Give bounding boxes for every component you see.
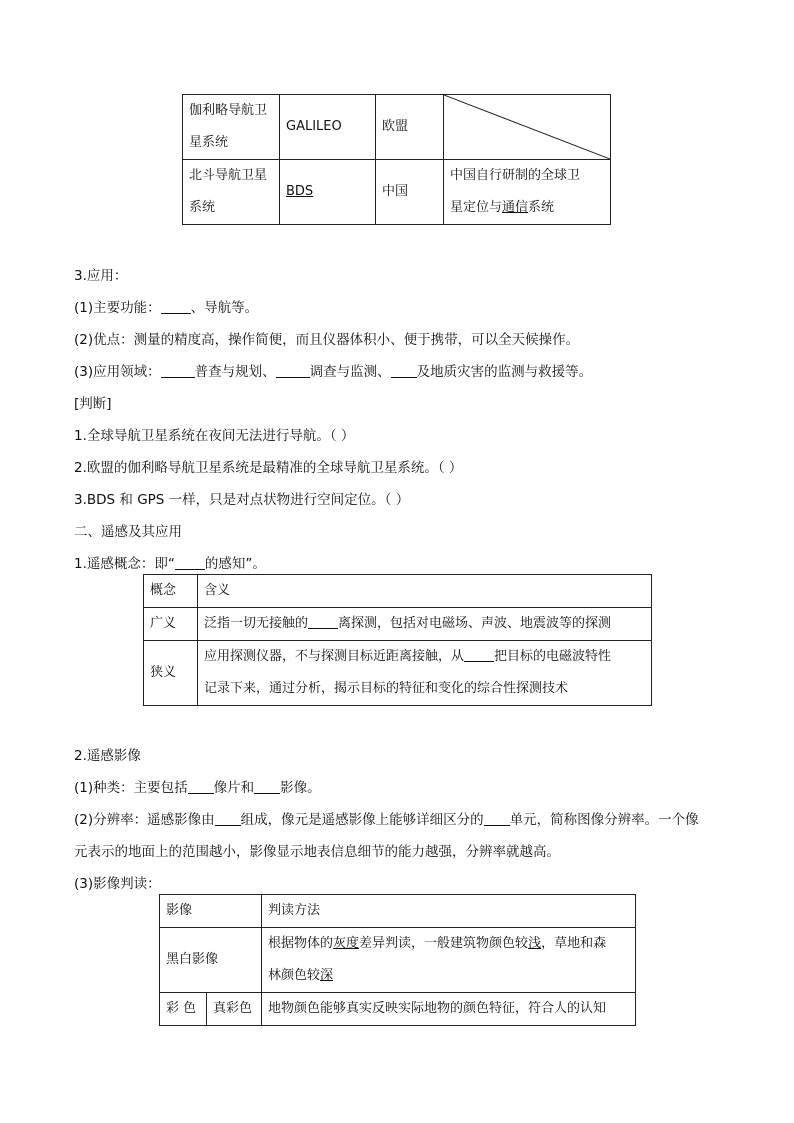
blank [161, 365, 195, 378]
image-interpretation-table [159, 894, 636, 1026]
row-text: 应用探测仪器，不与探测目标近距离接触，从 把目标的电磁波特性 记录下来，通过分析，揭示目标的特征和变化的综合性探测技术 [198, 641, 652, 706]
row-sublabel: 真彩色 [207, 993, 262, 1026]
column-header: 判读方法 [262, 895, 636, 928]
concept-table [143, 574, 652, 706]
judge-question-2: 2.欧盟的伽利略导航卫星系统是最精准的全球导航卫星系统。（ ） [74, 460, 463, 476]
empty-diagonal-cell [444, 95, 611, 160]
section-title: 3.应用： [74, 268, 128, 284]
image-judge-title: (3)影像判读： [74, 876, 161, 892]
blank [254, 781, 280, 794]
table-row [183, 95, 611, 160]
image-type-line: (1)种类：主要包括 像片和 影像。 [74, 780, 321, 796]
table-row [144, 641, 652, 706]
blank [464, 649, 494, 662]
system-country: 中国 [376, 160, 444, 225]
table-header-row [144, 575, 652, 608]
table-row [160, 993, 636, 1026]
blank [391, 365, 417, 378]
row-text: 地物颜色能够真实反映实际地物的颜色特征，符合人的认知 [262, 993, 636, 1026]
judge-question-3: 3.BDS 和 GPS 一样，只是对点状物进行空间定位。（ ） [74, 492, 410, 508]
row-label: 广义 [144, 608, 198, 641]
resolution-line: (2)分辨率：遥感影像由 组成，像元是遥感影像上能够详细区分的 单元，简称图像分辨率。一个像 [74, 812, 699, 828]
blank [308, 616, 338, 629]
system-country: 欧盟 [376, 95, 444, 160]
advantage-line: (2)优点：测量的精度高，操作简便，而且仪器体积小、便于携带，可以全天候操作。 [74, 332, 580, 348]
section-heading: 二、遥感及其应用 [74, 524, 182, 540]
blank [276, 365, 310, 378]
system-name: 伽利略导航卫 星系统 [183, 95, 280, 160]
resolution-line-2: 元表示的地面上的范围越小，影像显示地表信息细节的能力越强，分辨率就越高。 [74, 844, 560, 860]
system-abbr: GALILEO [280, 95, 376, 160]
row-label: 狭义 [144, 641, 198, 706]
table-row [160, 928, 636, 993]
blank [215, 813, 241, 826]
nav-system-table [182, 94, 611, 225]
column-header: 影像 [160, 895, 262, 928]
row-text: 泛指一切无接触的 离探测，包括对电磁场、声波、地震波等的探测 [198, 608, 652, 641]
application-line: (3)应用领域： 普查与规划、 调查与监测、 及地质灾害的监测与救援等。 [74, 364, 593, 380]
main-function-line: (1)主要功能： 、导航等。 [74, 300, 259, 316]
system-name: 北斗导航卫星 系统 [183, 160, 280, 225]
diagonal-line [444, 95, 610, 159]
blank [188, 781, 214, 794]
system-note: 中国自行研制的全球卫 星定位与通信系统 [444, 160, 611, 225]
row-label: 彩 色 [160, 993, 207, 1026]
table-row [183, 160, 611, 225]
blank [175, 557, 205, 570]
judge-title: [判断] [74, 396, 112, 412]
table-header-row [160, 895, 636, 928]
column-header: 含义 [198, 575, 652, 608]
table-row [144, 608, 652, 641]
row-label: 黑白影像 [160, 928, 262, 993]
row-text: 根据物体的灰度差异判读，一般建筑物颜色较浅，草地和森 林颜色较深 [262, 928, 636, 993]
system-abbr: BDS [280, 160, 376, 225]
blank [161, 301, 191, 314]
subsection-title: 2.遥感影像 [74, 748, 141, 764]
column-header: 概念 [144, 575, 198, 608]
concept-line: 1.遥感概念：即“ 的感知”。 [74, 556, 266, 572]
blank [484, 813, 510, 826]
judge-question-1: 1.全球导航卫星系统在夜间无法进行导航。（ ） [74, 428, 355, 444]
